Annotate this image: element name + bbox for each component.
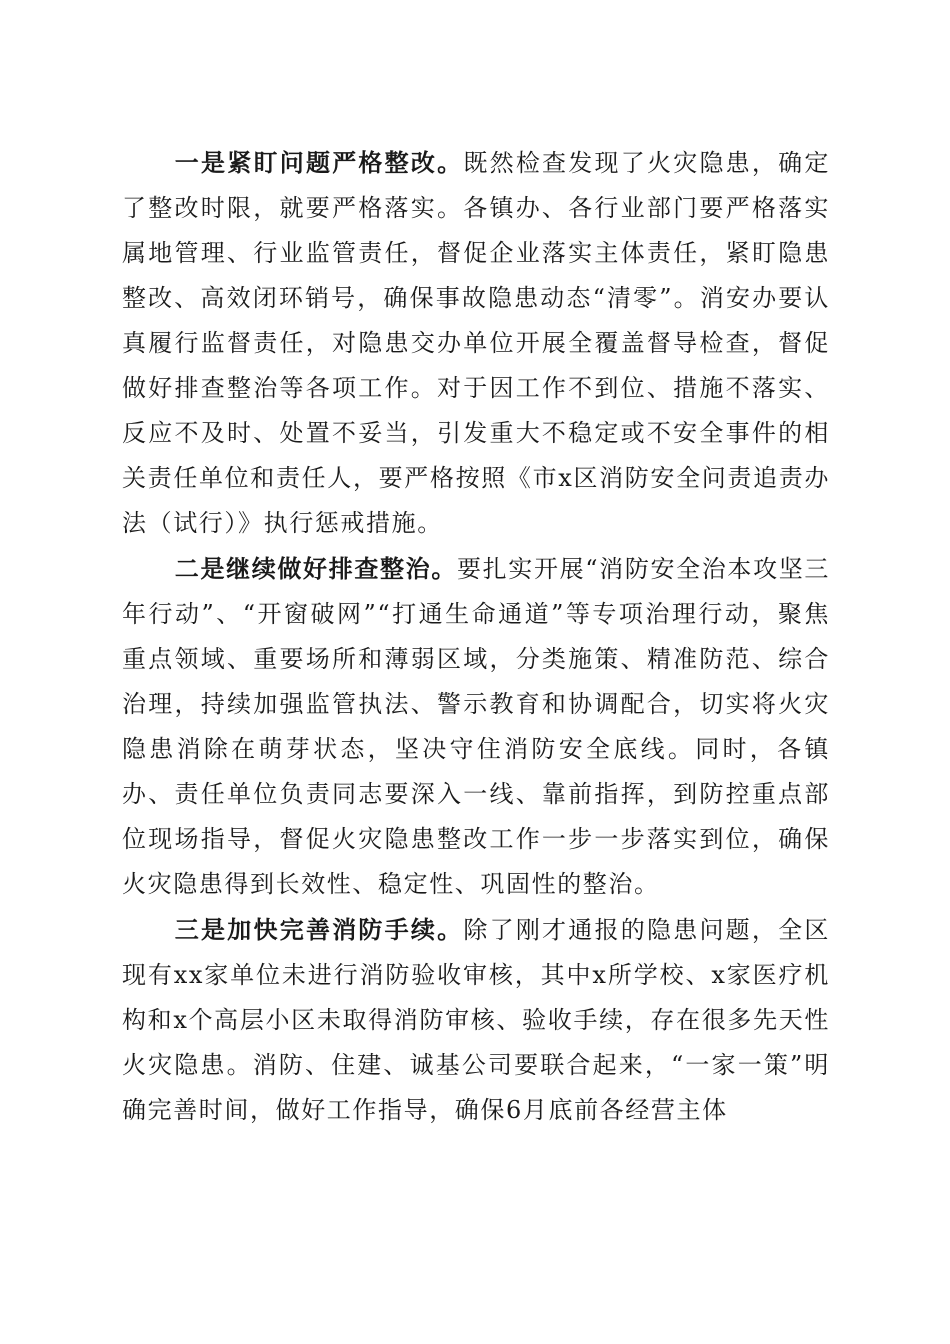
document-body bbox=[122, 140, 830, 1133]
paragraph-2-text: 要扎实开展“消防安全治本攻坚三年行动”、“开窗破网”“打通生命通道”等专项治理行动，聚焦重点领域、重要场所和薄弱区域，分类施策、精准防范、综合治理，持续加强监管执法、警示教育和协调配合，切实将火灾隐患消除在萌芽状态，坚决守住消防安全底线。同时，各镇办、责任单位负责同志要深入一线、靠前指挥，到防控重点部位现场指导，督促火灾隐患整改工作一步一步落实到位，确保火灾隐患得到长效性、稳定性、巩固性的整治。 bbox=[122, 555, 830, 898]
paragraph-3-heading: 三是加快完善消防手续。 bbox=[174, 915, 464, 944]
paragraph-1-text: 既然检查发现了火灾隐患，确定了整改时限，就要严格落实。各镇办、各行业部门要严格落实属地管理、行业监管责任，督促企业落实主体责任，紧盯隐患整改、高效闭环销号，确保事故隐患动态“清零”。消安办要认真履行监督责任，对隐患交办单位开展全覆盖督导检查，督促做好排查整治等各项工作。对于因工作不到位、措施不落实、反应不及时、处置不妥当，引发重大不稳定或不安全事件的相关责任单位和责任人，要严格按照《市x区消防安全问责追责办法（试行）》执行惩戒措施。 bbox=[122, 149, 830, 537]
paragraph-1 bbox=[122, 140, 830, 546]
paragraph-3 bbox=[122, 907, 830, 1133]
paragraph-2 bbox=[122, 546, 830, 907]
paragraph-2-heading: 二是继续做好排查整治。 bbox=[174, 554, 457, 583]
paragraph-3-text: 除了刚才通报的隐患问题，全区现有xx家单位未进行消防验收审核，其中x所学校、x家医疗机构和x个高层小区未取得消防审核、验收手续，存在很多先天性火灾隐患。消防、住建、诚基公司要联合起来，“一家一策”明确完善时间，做好工作指导，确保6月底前各经营主体 bbox=[122, 916, 830, 1124]
paragraph-1-heading: 一是紧盯问题严格整改。 bbox=[174, 148, 464, 177]
